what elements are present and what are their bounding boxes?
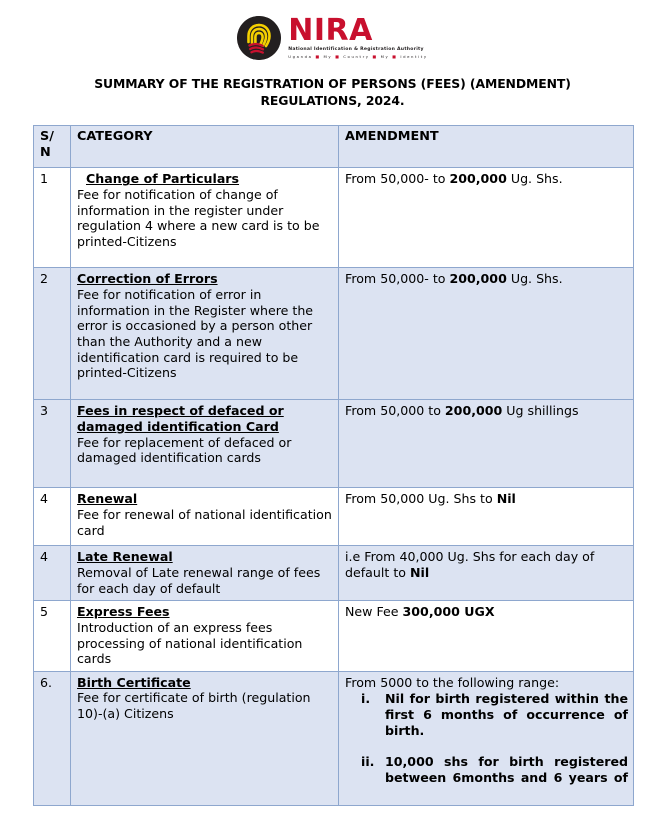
motto-word-2: My	[323, 53, 333, 59]
amendment-post: Ug. Shs.	[506, 271, 563, 287]
column-header-amendment: AMENDMENT	[339, 126, 634, 168]
row-category	[71, 671, 339, 806]
list-marker: i.	[361, 691, 371, 707]
row-category	[71, 546, 339, 601]
category-body: Fee for notification of error in information in the Register where the error is occasioned by a person other than the Authority and a new identification card is required to be printed-Citizens	[77, 287, 314, 381]
row-amendment	[339, 268, 634, 400]
category-title: Fees in respect of defaced or damaged identification Card	[77, 403, 284, 435]
motto-word-3: Country	[343, 53, 370, 59]
category-body: Fee for certificate of birth (regulation 10)-(a) Citizens	[77, 690, 311, 721]
row-sn: 4	[34, 546, 71, 601]
list-item	[345, 754, 628, 801]
motto-word-4: My	[380, 53, 390, 59]
nira-logo	[0, 0, 665, 62]
row-sn: 2	[34, 268, 71, 400]
table-row	[34, 268, 634, 400]
table-row	[34, 671, 634, 806]
page-title: SUMMARY OF THE REGISTRATION OF PERSONS (FEES) (AMENDMENT) REGULATIONS, 2024.	[94, 76, 571, 108]
amendment-pre: New Fee	[345, 604, 403, 620]
row-category	[71, 168, 339, 268]
list-item	[345, 691, 628, 754]
row-category	[71, 268, 339, 400]
table-row	[34, 168, 634, 268]
row-sn: 1	[34, 168, 71, 268]
category-title: Correction of Errors	[77, 271, 218, 287]
motto-dot-icon: ■	[392, 53, 398, 59]
logo-wordmark	[288, 13, 428, 59]
column-header-category: CATEGORY	[71, 126, 339, 168]
row-sn: 5	[34, 601, 71, 671]
amendment-list	[345, 691, 628, 801]
table-row	[34, 488, 634, 546]
list-marker: ii.	[361, 754, 375, 770]
amendment-pre: From 50,000 to	[345, 403, 445, 419]
category-title: Late Renewal	[77, 549, 173, 565]
row-sn: 3	[34, 400, 71, 488]
amendment-pre: From 50,000- to	[345, 171, 450, 187]
category-title: Express Fees	[77, 604, 170, 620]
motto-word-5: Identity	[400, 53, 428, 59]
category-body: Removal of Late renewal range of fees for each day of default	[77, 565, 321, 596]
fees-amendment-table	[33, 125, 634, 806]
logo-subtitle: National Identification & Registration Authority	[288, 47, 424, 53]
motto-word-1: Uganda	[288, 53, 313, 59]
amendment-value: Nil	[409, 565, 430, 581]
row-sn: 6.	[34, 671, 71, 806]
category-body: Fee for notification of change of information in the register under regulation 4 where a new card is to be printed-Citizens	[77, 187, 320, 249]
amendment-pre: i.e From 40,000 Ug. Shs for each day of default to	[345, 549, 595, 581]
motto-dot-icon: ■	[315, 53, 321, 59]
table-header-row	[34, 126, 634, 168]
table-row	[34, 400, 634, 488]
amendment-value: 200,000	[449, 171, 507, 187]
amendment-post: Ug. Shs.	[506, 171, 563, 187]
amendment-pre: From 50,000 Ug. Shs to	[345, 491, 497, 507]
motto-dot-icon: ■	[335, 53, 341, 59]
row-amendment	[339, 488, 634, 546]
row-amendment	[339, 671, 634, 806]
logo-motto	[288, 55, 427, 59]
table-row	[34, 601, 634, 671]
category-title: Birth Certificate	[77, 674, 191, 690]
row-category	[71, 400, 339, 488]
list-text: Nil for birth registered within the first 6 months of occurrence of birth.	[385, 691, 628, 738]
amendment-post: Ug shillings	[502, 403, 579, 419]
category-body: Fee for renewal of national identification card	[77, 507, 332, 538]
row-sn: 4	[34, 488, 71, 546]
amendment-intro: From 5000 to the following range:	[345, 674, 560, 690]
logo-nira-text: NIRA	[288, 13, 373, 49]
row-category	[71, 488, 339, 546]
amendment-value: Nil	[496, 491, 516, 507]
category-body: Introduction of an express fees processing of national identification cards	[77, 619, 303, 667]
motto-dot-icon: ■	[372, 53, 378, 59]
row-amendment	[339, 168, 634, 268]
amendment-value: 200,000	[449, 271, 507, 287]
row-amendment	[339, 400, 634, 488]
row-amendment	[339, 601, 634, 671]
category-body: Fee for replacement of defaced or damaged identification cards	[77, 434, 292, 466]
amendment-value: 200,000	[444, 403, 503, 419]
category-title: Renewal	[77, 491, 138, 507]
amendment-value: 300,000 UGX	[402, 604, 495, 620]
column-header-sn: S/ N	[34, 126, 71, 168]
row-category	[71, 601, 339, 671]
amendment-pre: From 50,000- to	[345, 271, 450, 287]
table-row	[34, 546, 634, 601]
fingerprint-icon	[237, 16, 281, 60]
row-amendment	[339, 546, 634, 601]
category-title: Change of Particulars	[86, 171, 240, 187]
list-text: 10,000 shs for birth registered between 6months and 6 years of	[385, 754, 628, 786]
